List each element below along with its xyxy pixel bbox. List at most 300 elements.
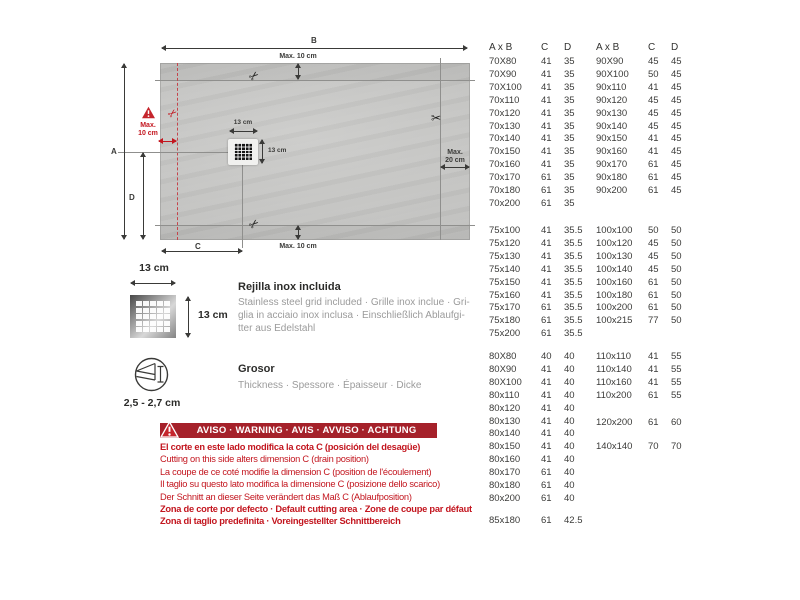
table-row [489,480,594,493]
cell-d: 35.5 [564,302,583,314]
drain-width-label: 13 cm [233,119,253,126]
steel-grid-cell [150,301,156,306]
cell-axb: 100x130 [596,250,633,262]
table-row [596,121,701,134]
steel-grid-cell [157,321,163,326]
cell-d: 42.5 [564,515,583,526]
cell-c: 41 [541,146,552,158]
steel-grid-cell [143,321,149,326]
cell-c: 45 [648,263,659,275]
cell-axb: 80X100 [489,376,522,388]
drain-center-line [242,165,243,248]
cell-c: 61 [648,289,659,301]
cell-c: 77 [648,315,659,327]
dimension-label-a: A [111,147,117,156]
cell-axb: 90x120 [596,94,628,106]
table-row [489,121,594,134]
cell-c: 41 [541,428,552,440]
grid-feature-line: glia in acciaio inox inclusa · Einschließlich Ablaufgi- [238,310,465,321]
table-row [489,185,594,198]
cell-c: 41 [541,441,552,453]
dimension-arrow-d [143,153,144,239]
steel-grid-cell [164,314,170,319]
steel-grid-cell [157,314,163,319]
cell-d: 35 [564,172,575,184]
cell-c: 41 [541,81,552,93]
cell-axb: 85x180 [489,515,521,526]
cell-c: 41 [541,276,552,288]
cell-d: 35.5 [564,263,583,275]
table-row [596,417,701,430]
drain-width-arrow [230,131,257,132]
cell-d: 40 [564,467,575,479]
table-row [596,108,701,121]
cell-c: 45 [648,120,659,132]
cell-d: 35 [564,197,575,209]
warning-line: El corte en este lado modifica la cota C (posición del desagüe) [160,442,421,452]
thickness-range-label: 2,5 - 2,7 cm [123,397,181,409]
cell-axb: 70x110 [489,94,520,106]
cell-c: 41 [648,81,659,93]
cell-d: 45 [671,107,682,119]
table-row [596,390,701,403]
cell-d: 35 [564,133,575,145]
cell-axb: 100x100 [596,225,633,236]
steel-grid-cell [157,301,163,306]
cell-c: 61 [541,302,552,314]
cell-axb: 75x130 [489,250,521,262]
table-row [489,454,594,467]
max-right-label [440,149,470,165]
cell-c: 45 [648,107,659,119]
table-row [489,328,594,341]
scissors-icon-bottom: ✂ [245,215,263,233]
table-row [596,351,701,364]
cell-c: 41 [541,133,552,145]
table-row [596,441,701,454]
table-group [489,351,594,506]
cell-d: 45 [671,68,682,80]
cell-d: 45 [671,133,682,145]
cell-c: 45 [648,250,659,262]
cell-d: 50 [671,315,682,327]
cell-d: 45 [671,56,682,67]
max-top-arrow [298,64,299,79]
cell-axb: 75x180 [489,315,521,327]
cell-c: 41 [541,389,552,401]
cell-axb: 80x160 [489,454,521,466]
cell-axb: 90x180 [596,172,628,184]
cell-d: 45 [671,172,682,184]
cell-c: 61 [648,276,659,288]
header-axb: A x B [596,42,620,53]
thickness-title: Grosor [238,363,275,375]
cell-axb: 75x200 [489,328,521,340]
table-row [596,315,701,328]
cell-d: 35 [564,159,575,171]
table-row [489,302,594,315]
cell-c: 61 [541,185,552,197]
warning-line: Il taglio su questo lato modifica la dimensione C (posizione dello scarico) [160,479,440,490]
cell-axb: 70x180 [489,185,521,197]
cell-d: 35 [564,185,575,197]
cell-axb: 75x170 [489,302,521,314]
table-row [489,172,594,185]
cell-c: 41 [648,351,659,362]
cell-d: 35.5 [564,250,583,262]
cell-d: 40 [564,363,575,375]
grid-feature-title: Rejilla inox incluida [238,281,341,293]
red-max-line1: Max. [140,122,156,129]
table-row [596,95,701,108]
cell-axb: 80x140 [489,428,521,440]
cell-d: 35 [564,107,575,119]
table-row [596,69,701,82]
cell-c: 61 [648,389,659,401]
table-group [489,515,594,528]
table-row [489,82,594,95]
cell-c: 61 [541,515,552,526]
steel-grid-cell [150,314,156,319]
cell-d: 40 [564,376,575,388]
table-group [596,225,701,328]
dimension-arrow-b [162,48,467,49]
warning-text-block [160,441,490,528]
steel-grid-icon [130,295,176,338]
cell-axb: 90X90 [596,56,624,67]
table-row [489,108,594,121]
drain-height-label: 13 cm [268,147,287,154]
cell-d: 35.5 [564,289,583,301]
cell-axb: 100x215 [596,315,633,327]
steel-grid-cell [136,308,142,313]
table-row [489,290,594,303]
warning-line: Zona di taglio predefinita · Voreingestellter Schnittbereich [160,516,401,527]
cell-axb: 80x120 [489,402,521,414]
max-bottom-arrow [298,226,299,239]
table-row [596,159,701,172]
warning-triangle-icon [141,106,156,119]
cell-axb: 110x140 [596,363,632,375]
warning-line: Der Schnitt an dieser Seite verändert das Maß C (Ablaufposition) [160,491,412,502]
cell-axb: 110x110 [596,351,632,362]
cell-c: 45 [648,56,659,67]
table-row [596,185,701,198]
table-row [489,428,594,441]
max-bottom-label: Max. 10 cm [279,243,317,250]
table-row [489,515,594,528]
cell-axb: 70X90 [489,68,517,80]
steel-grid-cell [164,321,170,326]
cell-c: 41 [541,237,552,249]
cell-axb: 90x110 [596,81,627,93]
warning-line: Zona de corte por defecto · Default cutting area · Zone de coupe par défaut [160,504,472,515]
cell-d: 60 [671,417,682,428]
warning-header-text: AVISO · WARNING · AVIS · AVVISO · ACHTUNG [196,425,417,436]
cell-c: 45 [648,94,659,106]
cell-d: 35 [564,146,575,158]
cell-c: 61 [541,315,552,327]
table-row [489,315,594,328]
steel-grid-cell [136,301,142,306]
cell-axb: 90x140 [596,120,628,132]
table-row [489,377,594,390]
cell-c: 61 [541,328,552,340]
cell-axb: 70x150 [489,146,521,158]
grid-feature-line: Stainless steel grid included · Grille inox inclue · Gri- [238,297,470,308]
grid-feature-text [238,296,470,335]
cell-d: 50 [671,250,682,262]
warning-line: La coupe de ce coté modifie la dimension C (position de l'écoulement) [160,466,432,477]
cell-axb: 100x120 [596,237,633,249]
header-d: D [671,42,679,53]
cell-axb: 70x200 [489,197,521,209]
steel-grid-cell [136,314,142,319]
cell-axb: 75x150 [489,276,521,288]
cell-d: 50 [671,237,682,249]
cell-d: 55 [671,376,682,388]
steel-grid-cell [157,327,163,332]
table-group [596,351,701,403]
cell-d: 50 [671,302,682,314]
cell-c: 41 [541,363,552,375]
cell-c: 61 [648,159,659,171]
cell-axb: 90x130 [596,107,628,119]
steel-grid-cell [164,327,170,332]
table-row [596,225,701,238]
cell-c: 50 [648,225,659,236]
dimension-table-right [596,0,706,600]
cell-axb: 70x120 [489,107,521,119]
steel-grid-cell [143,308,149,313]
table-header [596,41,701,54]
table-row [489,493,594,506]
table-row [489,133,594,146]
table-row [596,377,701,390]
cell-d: 50 [671,276,682,288]
steel-grid-cell [150,321,156,326]
table-row [596,238,701,251]
cell-axb: 75x140 [489,263,521,275]
cell-d: 40 [564,351,575,362]
max-top-label: Max. 10 cm [279,53,317,60]
cell-d: 40 [564,402,575,414]
grid-height-label: 13 cm [198,309,228,321]
header-c: C [541,42,549,53]
cell-d: 35.5 [564,237,583,249]
cell-c: 41 [541,120,552,132]
steel-grid-cell [136,327,142,332]
cell-c: 41 [648,146,659,158]
tray-top-cut-band [160,63,470,80]
cell-c: 70 [648,441,659,452]
cell-axb: 100x180 [596,289,633,301]
table-row [596,290,701,303]
cell-axb: 80x150 [489,441,521,453]
cell-axb: 100x200 [596,302,633,314]
table-row [489,225,594,238]
cell-d: 45 [671,159,682,171]
max-right-line2: 20 cm [445,157,465,164]
steel-grid-cell [136,321,142,326]
dimension-label-d: D [129,193,135,202]
cell-d: 40 [564,389,575,401]
cell-d: 40 [564,441,575,453]
table-row [489,159,594,172]
cell-c: 41 [541,107,552,119]
thickness-subtitle: Thickness · Spessore · Épaisseur · Dicke [238,380,422,391]
table-group [489,56,594,211]
cell-axb: 70x140 [489,133,521,145]
dimension-table-left [489,0,599,600]
table-row [596,302,701,315]
table-row [489,56,594,69]
steel-grid-cell [143,301,149,306]
thickness-icon [131,354,172,395]
table-row [489,95,594,108]
cell-c: 61 [541,467,552,479]
header-d: D [564,42,572,53]
dimension-label-c: C [195,242,201,251]
cell-c: 41 [541,68,552,80]
table-row [596,56,701,69]
table-header [489,41,594,54]
scissors-icon-red: ✂ [164,105,181,122]
table-row [489,364,594,377]
cell-axb: 100x160 [596,276,633,288]
cut-line-top [155,80,475,81]
cell-d: 45 [671,94,682,106]
cell-d: 45 [671,146,682,158]
cell-d: 50 [671,263,682,275]
cell-c: 41 [541,454,552,466]
tray-bottom-cut-band [160,225,470,240]
cell-axb: 80x180 [489,480,521,492]
cell-c: 61 [541,480,552,492]
warning-bar-triangle-icon [160,421,179,438]
cell-d: 40 [564,480,575,492]
steel-grid-cell [143,314,149,319]
table-row [596,364,701,377]
table-row [489,69,594,82]
cell-axb: 80x110 [489,389,520,401]
cell-axb: 90x170 [596,159,628,171]
table-row [489,403,594,416]
max-right-line1: Max. [447,149,463,156]
cell-c: 41 [541,402,552,414]
cell-d: 50 [671,289,682,301]
cell-c: 61 [648,185,659,197]
cell-axb: 110x160 [596,376,632,388]
cell-axb: 70x160 [489,159,521,171]
steel-grid-cell [150,308,156,313]
steel-grid-cell [164,308,170,313]
cell-d: 35 [564,81,575,93]
cell-c: 41 [541,225,552,236]
cell-c: 61 [648,172,659,184]
cell-c: 41 [648,363,659,375]
cell-d: 35.5 [564,315,583,327]
cell-c: 41 [541,263,552,275]
cell-axb: 80x130 [489,415,521,427]
cell-d: 40 [564,492,575,504]
table-row [489,251,594,264]
cell-c: 41 [541,415,552,427]
drain-datum-line [118,152,230,153]
steel-grid-cell [143,327,149,332]
red-max-label [134,122,162,138]
table-row [489,277,594,290]
cell-d: 35 [564,94,575,106]
grid-width-label: 13 cm [139,262,169,274]
cell-axb: 75x160 [489,289,521,301]
cell-axb: 70x170 [489,172,521,184]
header-axb: A x B [489,42,513,53]
table-row [596,133,701,146]
cell-axb: 80x200 [489,492,521,504]
cell-d: 55 [671,351,682,362]
cell-d: 55 [671,363,682,375]
cell-c: 41 [541,250,552,262]
table-row [489,390,594,403]
cell-d: 50 [671,225,682,236]
cell-c: 61 [648,302,659,314]
steel-grid-cell [150,327,156,332]
cell-axb: 100x140 [596,263,633,275]
dimension-arrow-a [124,64,125,239]
cell-axb: 80X80 [489,351,517,362]
table-row [489,351,594,364]
table-row [489,264,594,277]
cell-c: 61 [648,417,659,428]
table-row [596,277,701,290]
cell-axb: 70X80 [489,56,517,67]
cell-axb: 120x200 [596,417,633,428]
cell-c: 45 [648,237,659,249]
steel-grid-cell [157,308,163,313]
grid-feature-line: tter aus Edelstahl [238,323,316,334]
cut-line-bottom [155,225,475,226]
cell-axb: 90X100 [596,68,629,80]
cell-d: 55 [671,389,682,401]
cell-c: 41 [541,94,552,106]
table-row [596,146,701,159]
max-right-arrow [441,167,469,168]
table-group [596,56,701,198]
red-max-line2: 10 cm [138,130,158,137]
cell-d: 35.5 [564,276,583,288]
table-group [596,417,701,430]
cell-axb: 140x140 [596,441,633,452]
table-group [489,225,594,341]
cell-c: 41 [648,376,659,388]
cell-axb: 70X100 [489,81,522,93]
cell-c: 40 [541,351,552,362]
cell-axb: 80X90 [489,363,517,375]
table-group [596,441,701,454]
grid-height-arrow [188,297,189,337]
cell-d: 45 [671,185,682,197]
cell-d: 70 [671,441,682,452]
cell-d: 35 [564,120,575,132]
cell-axb: 75x100 [489,225,521,236]
dimension-label-b: B [311,36,317,45]
table-row [489,441,594,454]
cell-axb: 90x200 [596,185,628,197]
scissors-icon-right: ✂ [431,111,442,125]
cell-axb: 80x170 [489,467,521,479]
cell-d: 35 [564,68,575,80]
